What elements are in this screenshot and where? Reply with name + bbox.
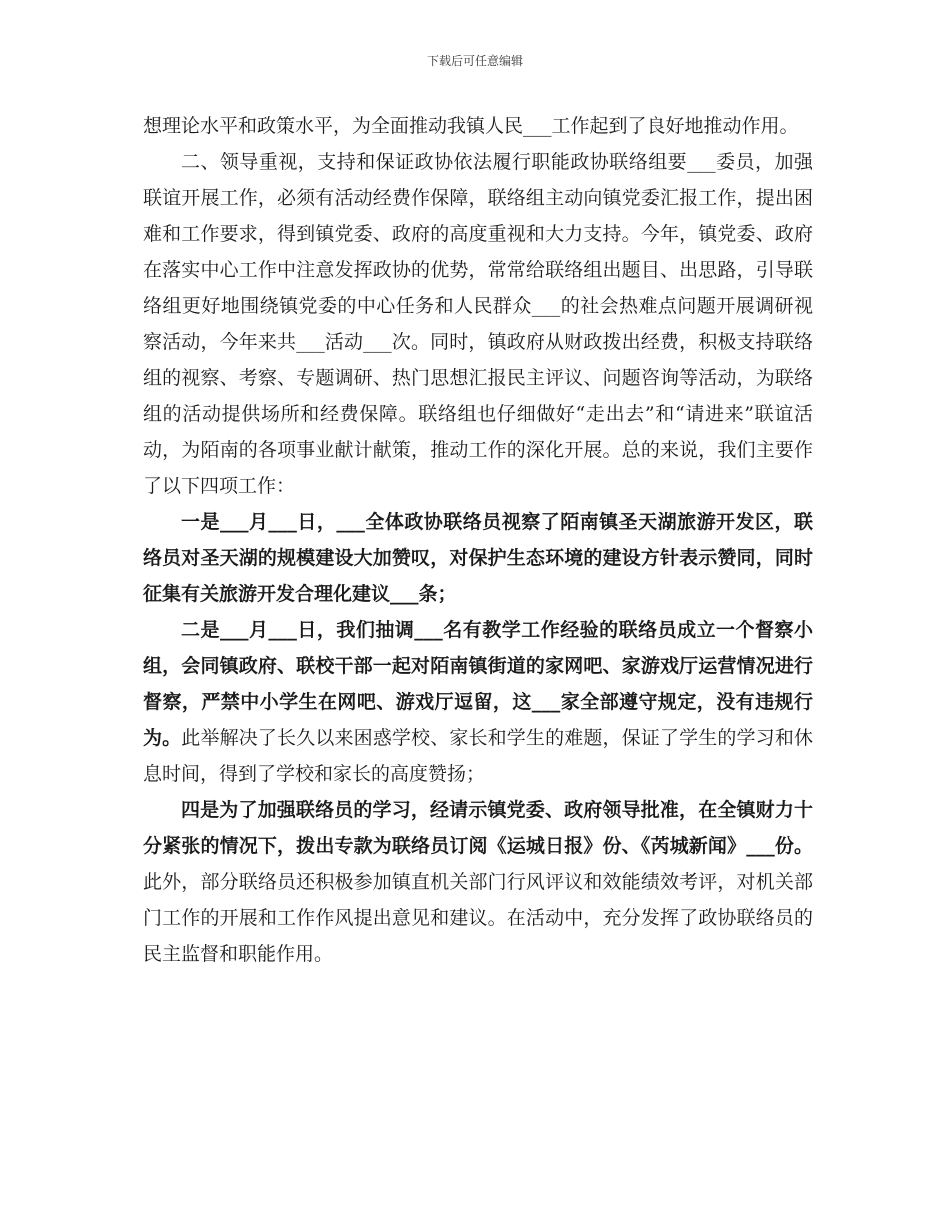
item-four-text: 此外，部分联络员还积极参加镇直机关部门行风评议和效能绩效考评，对机关部门工作的开展和工作作风提出意见和建议。在活动中，充分发挥了政协联络员的民主监督和职能作用。	[143, 871, 813, 965]
paragraph-item-four	[143, 792, 813, 972]
item-one-bold-text: 一是___月___日，___全体政协联络员视察了陌南镇圣天湖旅游开发区，联络员对圣天湖的规模建设大加赞叹，对保护生态环境的建设方针表示赞同，同时征集有关旅游开发合理化建议___条；	[143, 511, 813, 605]
paragraph-item-two	[143, 612, 813, 792]
paragraph-item-one	[143, 504, 813, 612]
paragraph-continuation: 想理论水平和政策水平，为全面推动我镇人民___工作起到了良好地推动作用。	[143, 115, 799, 137]
item-two-text: 此举解决了长久以来困惑学校、家长和学生的难题，保证了学生的学习和休息时间，得到了学校和家长的高度赞扬；	[143, 727, 813, 785]
paragraph-section-two: 二、领导重视，支持和保证政协依法履行职能政协联络组要___委员，加强联谊开展工作，必须有活动经费作保障，联络组主动向镇党委汇报工作，提出困难和工作要求，得到镇党委、政府的高度重视和大力支持。今年，镇党委、政府在落实中心工作中注意发挥政协的优势，常常给联络组出题目、出思路，引导联络组更好地围绕镇党委的中心任务和人民群众___的社会热难点问题开展调研视察活动，今年来共___活动___次。同时，镇政府从财政拨出经费，积极支持联络组的视察、考察、专题调研、热门思想汇报民主评议、问题咨询等活动，为联络组的活动提供场所和经费保障。联络组也仔细做好“走出去”和“请进来”联谊活动，为陌南的各项事业献计献策，推动工作的深化开展。总的来说，我们主要作了以下四项工作：	[143, 151, 813, 497]
item-two-bold-text: 二是___月___日，我们抽调___名有教学工作经验的联络员成立一个督察小组，会同镇政府、联校干部一起对陌南镇街道的家网吧、家游戏厅运营情况进行督察，严禁中小学生在网吧、游戏厅逗留，这___家全部遵守规定，没有违规行为。	[143, 619, 813, 749]
page-header: 下载后可任意编辑	[426, 54, 523, 68]
document-body	[143, 108, 813, 972]
item-four-bold-text: 四是为了加强联络员的学习，经请示镇党委、政府领导批准，在全镇财力十分紧张的情况下，拨出专款为联络员订阅《运城日报》份、《芮城新闻》___份。	[143, 799, 813, 857]
